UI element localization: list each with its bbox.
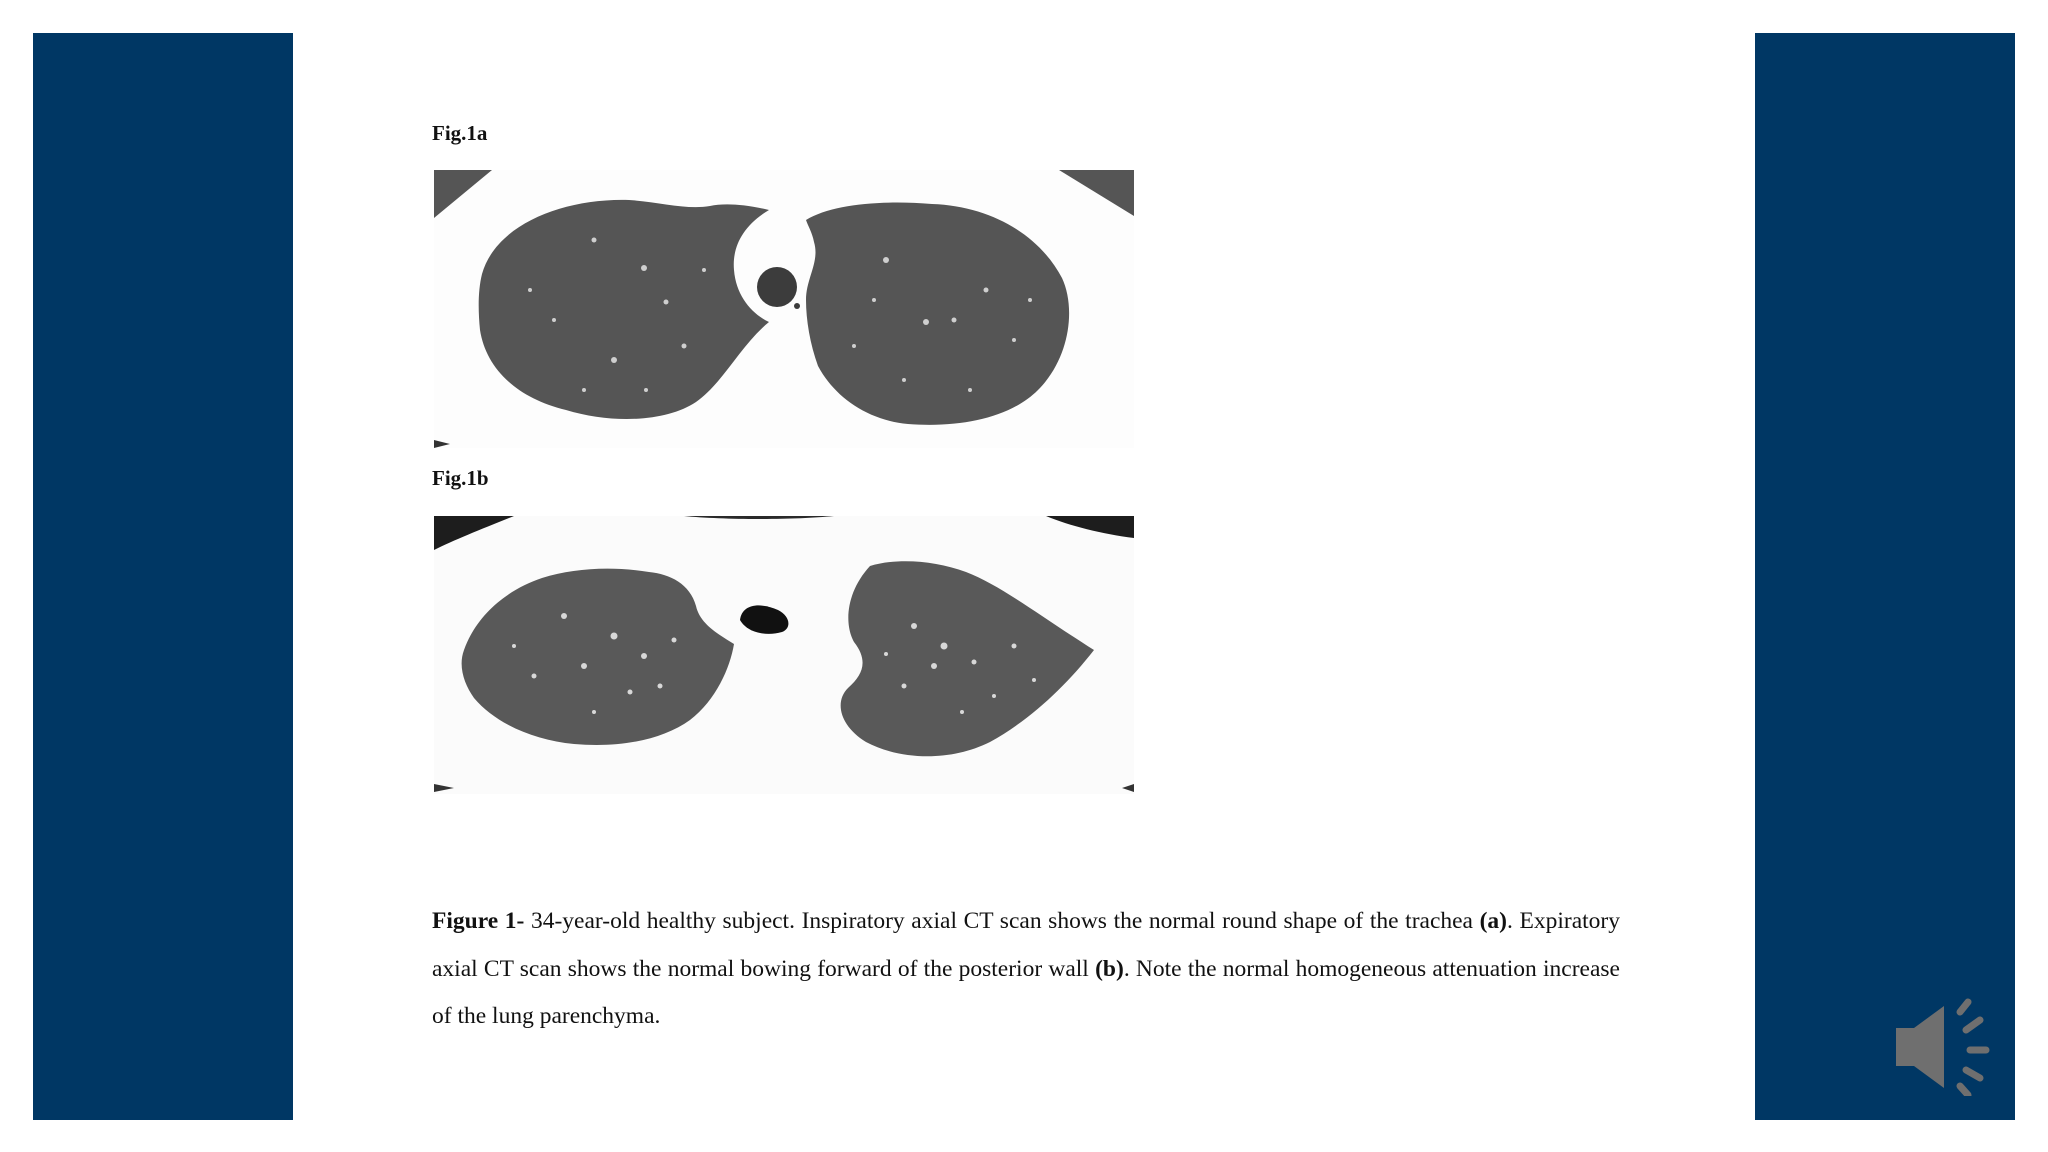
caption-ref-b: (b) [1095, 955, 1124, 982]
ct-scan-inspiratory-image [434, 170, 1134, 448]
caption-text-1: 34-year-old healthy subject. Inspiratory axial CT scan shows the normal round shape of the trachea [524, 908, 1480, 934]
caption-text-3: . Note the normal homogeneous attenuation increase of the lung parenchyma. [432, 955, 1620, 1029]
right-side-bar [1755, 33, 2015, 1120]
ct-scan-expiratory-image [434, 516, 1134, 794]
left-side-bar [33, 33, 293, 1120]
caption-prefix: Figure 1- [432, 908, 525, 934]
speaker-icon[interactable] [1888, 996, 1998, 1096]
caption-text-2: . Expiratory axial CT scan shows the normal bowing forward of the posterior wall [432, 908, 1621, 982]
figure-caption [432, 898, 1620, 1041]
fig-1a-label: Fig.1a [432, 121, 488, 145]
caption-ref-a: (a) [1479, 908, 1508, 934]
fig-1b-label: Fig.1b [432, 466, 489, 490]
